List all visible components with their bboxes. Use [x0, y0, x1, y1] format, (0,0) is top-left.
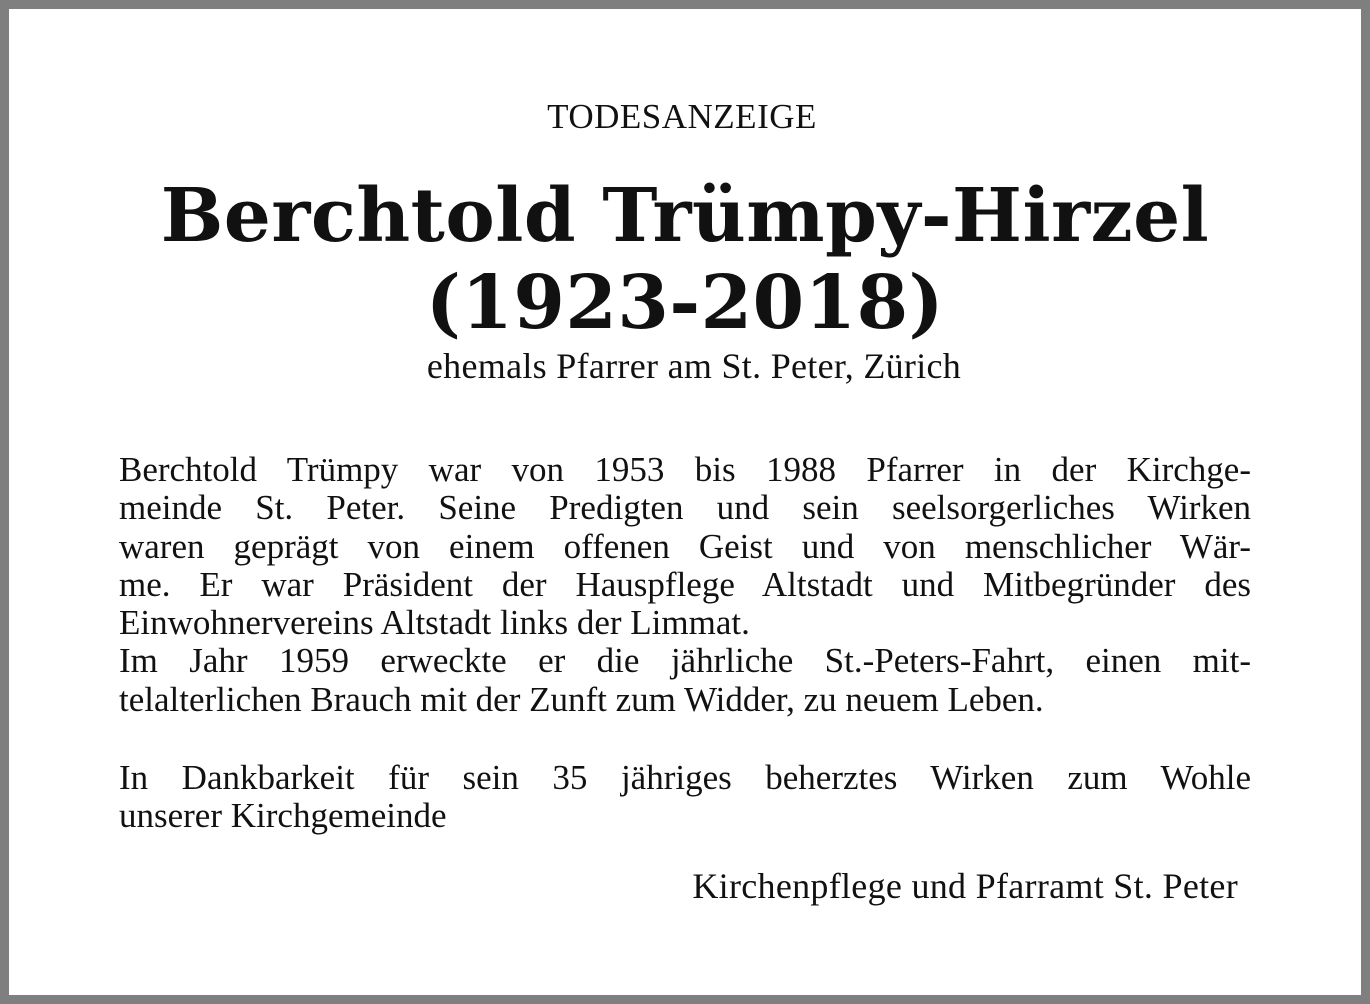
biography-line: meinde St. Peter. Seine Predigten und sein seelsorgerliches Wirken	[119, 488, 1251, 528]
biography-line: Im Jahr 1959 erweckte er die jährliche St.-Peters-Fahrt, einen mit-	[119, 641, 1251, 681]
biography-line: waren geprägt von einem offenen Geist und von menschlicher Wär-	[119, 526, 1251, 566]
notice-kicker: TODESANZEIGE	[547, 97, 817, 136]
deceased-name: Berchtold Trümpy-Hirzel	[160, 173, 1210, 259]
biography-line: me. Er war Präsident der Hauspflege Altstadt und Mitbegründer des	[119, 564, 1251, 604]
deceased-role: ehemals Pfarrer am St. Peter, Zürich	[426, 346, 962, 386]
gratitude-line: In Dankbarkeit für sein 35 jähriges beherztes Wirken zum Wohle	[119, 758, 1251, 797]
biography-line: Einwohnervereins Altstadt links der Limmat.	[119, 603, 750, 643]
gratitude-paragraph	[119, 759, 1251, 836]
gratitude-line: unserer Kirchgemeinde	[119, 796, 447, 836]
biography-line: Berchtold Trümpy war von 1953 bis 1988 Pfarrer in der Kirchge-	[119, 450, 1251, 489]
biography-paragraph	[119, 451, 1251, 719]
biography-line: telalterlichen Brauch mit der Zunft zum Widder, zu neuem Leben.	[119, 679, 1044, 719]
life-years: (1923-2018)	[425, 260, 945, 346]
notice-page	[9, 9, 1361, 995]
notice-signature: Kirchenpflege und Pfarramt St. Peter	[692, 866, 1238, 906]
